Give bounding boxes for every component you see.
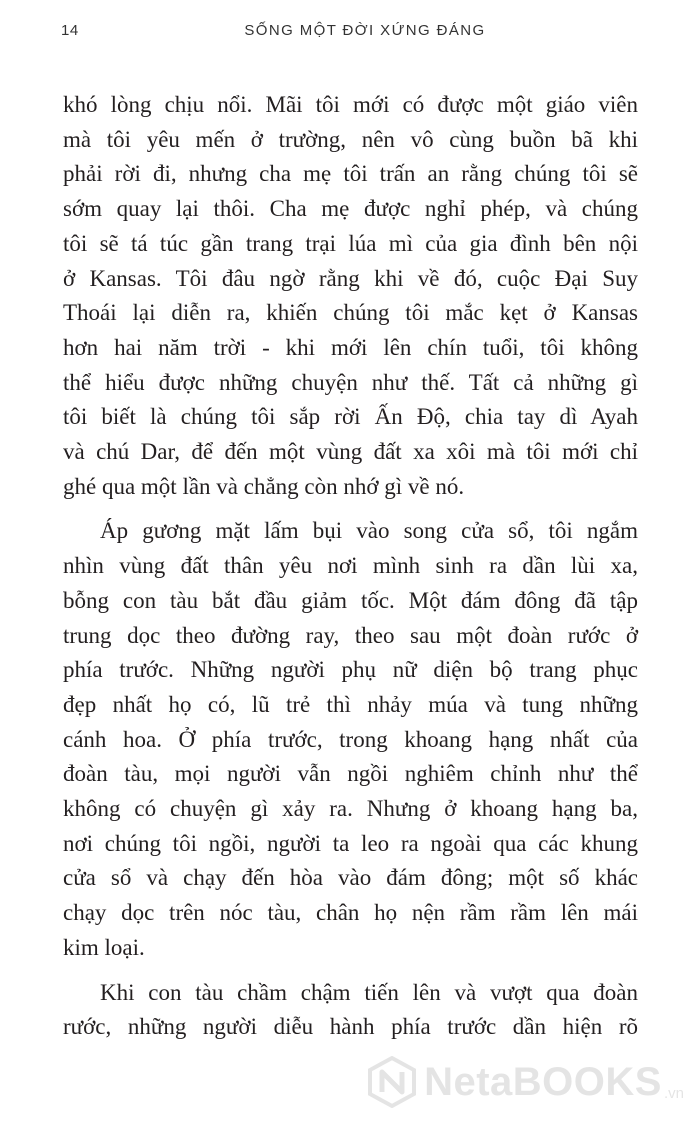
- body-text: [63, 88, 638, 1045]
- text-line: cửa sổ và chạy đến hòa vào đám đông; một số khác: [63, 865, 638, 891]
- text-line: thể hiểu được những chuyện như thế. Tất cả những gì: [63, 369, 638, 395]
- text-line: khó lòng chịu nổi. Mãi tôi mới có được một giáo viên: [63, 92, 638, 117]
- text-line: hơn hai năm trời - khi mới lên chín tuổi, tôi không: [63, 334, 638, 360]
- text-line: ở Kansas. Tôi đâu ngờ rằng khi về đó, cuộc Đại Suy: [63, 265, 638, 291]
- text-line: nơi chúng tôi ngồi, người ta leo ra ngoài qua các khung: [63, 830, 638, 856]
- text-line: Khi con tàu chầm chậm tiến lên và vượt qua đoàn: [100, 979, 638, 1005]
- text-line: nhìn vùng đất thân yêu nơi mình sinh ra dần lùi xa,: [63, 553, 638, 579]
- paragraph: [63, 976, 638, 1045]
- text-line: và chú Dar, để đến một vùng đất xa xôi mà tôi mới chỉ: [63, 439, 638, 465]
- text-line: đoàn tàu, mọi người vẫn ngồi nghiêm chỉnh như thể: [63, 761, 638, 787]
- page-number: 14: [61, 22, 79, 39]
- watermark-suffix: .vn: [663, 1085, 684, 1102]
- text-line: phải rời đi, nhưng cha mẹ tôi trấn an rằng chúng tôi sẽ: [63, 161, 638, 187]
- text-line: chạy dọc trên nóc tàu, chân họ nện rầm rầm lên mái: [63, 900, 638, 926]
- running-header: SỐNG MỘT ĐỜI XỨNG ĐÁNG: [244, 22, 486, 39]
- paragraph: [63, 88, 638, 504]
- text-line: mà tôi yêu mến ở trường, nên vô cùng buồn bã khi: [63, 126, 638, 152]
- text-line: phía trước. Những người phụ nữ diện bộ trang phục: [63, 657, 638, 683]
- text-line: rước, những người diễu hành phía trước dần hiện rõ: [63, 1014, 638, 1040]
- text-line: tôi biết là chúng tôi sắp rời Ấn Độ, chia tay dì Ayah: [63, 404, 638, 430]
- text-line: bỗng con tàu bắt đầu giảm tốc. Một đám đông đã tập: [63, 587, 638, 613]
- text-line: Áp gương mặt lấm bụi vào song cửa sổ, tôi ngắm: [100, 518, 638, 544]
- text-line: trung dọc theo đường ray, theo sau một đoàn rước ở: [63, 622, 638, 648]
- watermark-text: NetaBOOKS: [424, 1059, 662, 1104]
- watermark: [366, 1056, 684, 1108]
- text-line: Thoái lại diễn ra, khiến chúng tôi mắc kẹt ở Kansas: [63, 300, 638, 326]
- text-line: không có chuyện gì xảy ra. Nhưng ở khoang hạng ba,: [63, 796, 638, 822]
- text-line: sớm quay lại thôi. Cha mẹ được nghỉ phép, và chúng: [63, 196, 638, 222]
- paragraph: [63, 514, 638, 965]
- text-line: tôi sẽ tá túc gần trang trại lúa mì của gia đình bên nội: [63, 230, 638, 256]
- text-line: cánh hoa. Ở phía trước, trong khoang hạng nhất của: [63, 726, 638, 752]
- neta-logo-icon: [366, 1056, 418, 1108]
- text-line: ghé qua một lần và chẳng còn nhớ gì về nó.: [63, 473, 465, 499]
- text-line: đẹp nhất họ có, lũ trẻ thì nhảy múa và tung những: [63, 691, 638, 717]
- text-line: kim loại.: [63, 934, 145, 960]
